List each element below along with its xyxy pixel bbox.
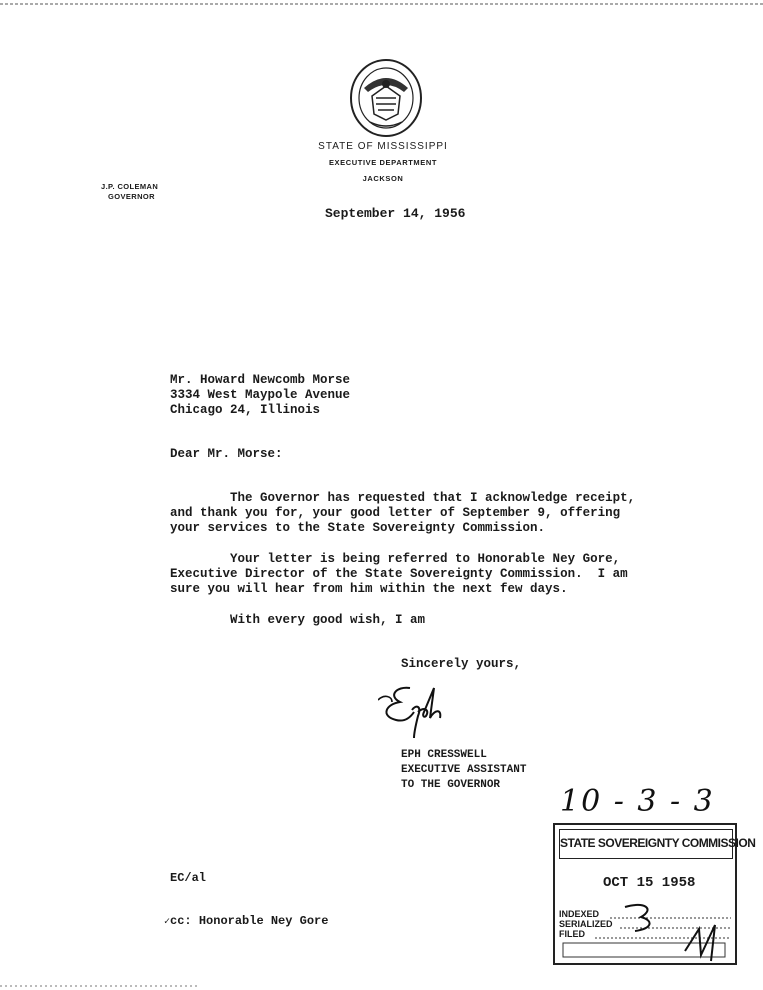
top-edge — [0, 0, 763, 10]
mississippi-state-seal-icon — [348, 58, 424, 138]
addressee-city: Chicago 24, Illinois — [170, 403, 321, 417]
paragraph-1 — [170, 491, 635, 536]
paragraph-line: Your letter is being referred to Honorable Ney Gore, — [170, 552, 621, 566]
file-number: 10 - 3 - 3 — [560, 784, 715, 819]
paragraph-line: With every good wish, I am — [170, 613, 426, 627]
governor-name: J.P. COLEMAN — [101, 182, 159, 191]
governor-title: GOVERNOR — [108, 192, 155, 201]
addressee-block — [170, 373, 350, 418]
commission-stamp — [553, 823, 756, 965]
signer-title-2: TO THE GOVERNOR — [401, 779, 501, 791]
letter-date: September 14, 1956 — [325, 206, 466, 221]
cc-text: cc: Honorable Ney Gore — [170, 914, 329, 928]
signer-name: EPH CRESSWELL — [401, 749, 487, 761]
salutation: Dear Mr. Morse: — [170, 447, 283, 461]
closing: Sincerely yours, — [401, 657, 522, 671]
stamp-indexed: INDEXED — [559, 909, 600, 919]
addressee-name: Mr. Howard Newcomb Morse — [170, 373, 351, 387]
typist-initials: EC/al — [170, 871, 207, 885]
letterhead-state: STATE OF MISSISSIPPI — [318, 141, 448, 152]
bottom-edge — [0, 982, 763, 990]
stamp-serialized: SERIALIZED — [559, 919, 613, 929]
paragraph-line: The Governor has requested that I acknowledge receipt, — [170, 491, 636, 505]
carbon-copy — [164, 914, 328, 928]
paragraph-3 — [170, 613, 425, 628]
paragraph-line: Executive Director of the State Sovereignty Commission. I am — [170, 567, 628, 581]
stamp-marks — [555, 825, 735, 963]
paragraph-line: and thank you for, your good letter of September 9, offering — [170, 506, 621, 520]
signer-title: EXECUTIVE ASSISTANT — [401, 764, 527, 776]
handwritten-signature — [378, 682, 478, 742]
addressee-street: 3334 West Maypole Avenue — [170, 388, 351, 402]
stamp-filed: FILED — [559, 929, 585, 939]
paragraph-2 — [170, 552, 628, 597]
stamp-title: STATE SOVEREIGNTY COMMISSION — [559, 829, 733, 859]
letterhead-department: EXECUTIVE DEPARTMENT — [328, 158, 438, 167]
paragraph-line: your services to the State Sovereignty Commission. — [170, 521, 546, 535]
check-mark-icon: ✓ — [164, 917, 171, 928]
paragraph-line: sure you will hear from him within the next few days. — [170, 582, 568, 596]
stamp-date: OCT 15 1958 — [603, 875, 696, 891]
signer-block — [401, 748, 526, 793]
letterhead-city: JACKSON — [362, 174, 404, 183]
